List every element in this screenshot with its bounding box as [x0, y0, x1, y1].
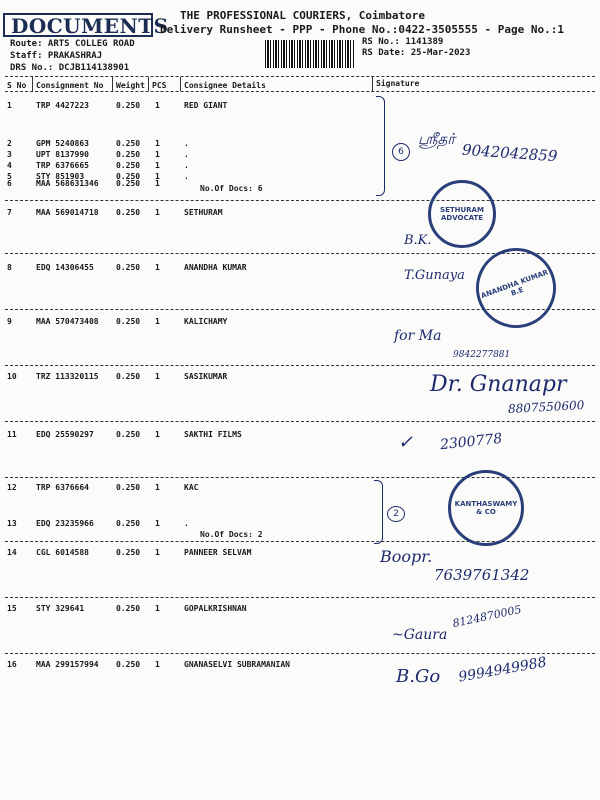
row-weight: 0.250 [116, 430, 141, 439]
row-consignment-no: MAA 299157994 [36, 660, 99, 669]
circled-count: 6 [392, 143, 410, 161]
row-sno: 3 [7, 150, 12, 159]
row-weight: 0.250 [116, 519, 141, 528]
col-signature: Signature [376, 79, 420, 88]
row-weight: 0.250 [116, 101, 141, 110]
row-consignee: SETHURAM [184, 208, 223, 217]
row-consignment-no: CGL 6014588 [36, 548, 89, 557]
row-consignee: KALICHAMY [184, 317, 228, 326]
row-sno: 15 [7, 604, 17, 613]
row-sno: 16 [7, 660, 17, 669]
handwritten-brace [376, 96, 385, 196]
advocate-seal: SETHURAM ADVOCATE [428, 180, 496, 248]
row-consignment-no: TRP 4427223 [36, 101, 89, 110]
row-consignee: KAC [184, 483, 199, 492]
row-consignment-no: EDQ 23235966 [36, 519, 94, 528]
signature-mark: ~Gaura [392, 627, 448, 643]
row-sno: 7 [7, 208, 12, 217]
signature-mark: B.Go [396, 666, 441, 687]
row-consignee: . [184, 139, 189, 148]
signature-mark: Boopr. [380, 547, 433, 566]
signature-mark: ஸ்ரீதர் [418, 130, 456, 148]
row-weight: 0.250 [116, 161, 141, 170]
row-weight: 0.250 [116, 139, 141, 148]
handwritten-phone: 7639761342 [434, 566, 530, 584]
row-sno: 5 [7, 172, 12, 181]
row-weight: 0.250 [116, 483, 141, 492]
row-consignee: PANNEER SELVAM [184, 548, 252, 557]
row-weight: 0.250 [116, 548, 141, 557]
row-pcs: 1 [155, 317, 160, 326]
signature-mark: B.K. [404, 233, 432, 248]
runsheet-title: Delivery Runsheet - PPP - Phone No.:0422-3505555 - Page No.:1 [160, 23, 564, 36]
row-pcs: 1 [155, 519, 160, 528]
drs-number: DRS No.: DCJB114138901 [10, 63, 130, 73]
row-pcs: 1 [155, 604, 160, 613]
row-sno: 2 [7, 139, 12, 148]
row-consignment-no: TRP 6376664 [36, 483, 89, 492]
row-sno: 11 [7, 430, 17, 439]
row-consignee: No.Of Docs: 2 [200, 530, 263, 539]
row-consignee: ANANDHA KUMAR [184, 263, 247, 272]
row-sno: 13 [7, 519, 17, 528]
row-consignment-no: EDQ 14306455 [36, 263, 94, 272]
row-pcs: 1 [155, 430, 160, 439]
row-weight: 0.250 [116, 172, 141, 181]
row-sno: 6 [7, 179, 12, 188]
row-consignee: GNANASELVI SUBRAMANIAN [184, 660, 290, 669]
row-pcs: 1 [155, 372, 160, 381]
row-consignment-no: TRP 6376665 [36, 161, 89, 170]
row-consignee: No.Of Docs: 6 [200, 184, 263, 193]
row-pcs: 1 [155, 150, 160, 159]
row-weight: 0.250 [116, 150, 141, 159]
company-seal: KANTHASWAMY & CO [448, 470, 524, 546]
row-consignee: RED GIANT [184, 101, 228, 110]
row-pcs: 1 [155, 172, 160, 181]
col-consignee: Consignee Details [184, 81, 266, 90]
row-consignment-no: GPM 5240863 [36, 139, 89, 148]
row-pcs: 1 [155, 208, 160, 217]
row-consignee: SASIKUMAR [184, 372, 228, 381]
handwritten-phone: 9042042859 [461, 140, 558, 166]
row-weight: 0.250 [116, 208, 141, 217]
row-consignee: . [184, 172, 189, 181]
row-pcs: 1 [155, 548, 160, 557]
staff-label: Staff: PRAKASHRAJ [10, 51, 103, 61]
row-pcs: 1 [155, 161, 160, 170]
row-sno: 14 [7, 548, 17, 557]
company-seal: ANANDHA KUMAR B.E [465, 237, 568, 340]
row-pcs: 1 [155, 263, 160, 272]
signature-mark: for Ma [394, 328, 442, 344]
row-consignment-no: TRZ 113320115 [36, 372, 99, 381]
row-consignee: SAKTHI FILMS [184, 430, 242, 439]
rs-date: RS Date: 25-Mar-2023 [362, 48, 471, 58]
row-weight: 0.250 [116, 263, 141, 272]
handwritten-phone: 8807550600 [507, 398, 585, 416]
col-sno: S No [7, 81, 27, 90]
row-sno: 12 [7, 483, 17, 492]
row-consignment-no: EDQ 25590297 [36, 430, 94, 439]
row-sno: 8 [7, 263, 12, 272]
row-weight: 0.250 [116, 660, 141, 669]
row-consignment-no: STY 851903 [36, 172, 85, 181]
handwritten-number: 2300778 [439, 430, 504, 454]
handwritten-phone: 8124870005 [451, 602, 523, 631]
col-pcs: PCS [152, 81, 167, 90]
row-consignee: . [184, 161, 189, 170]
col-weight: Weight [116, 81, 145, 90]
row-consignee: . [184, 519, 189, 528]
handwritten-phone: 9842277881 [453, 350, 511, 360]
row-consignment-no: MAA 569014718 [36, 208, 99, 217]
row-weight: 0.250 [116, 604, 141, 613]
row-pcs: 1 [155, 179, 160, 188]
row-weight: 0.250 [116, 179, 141, 188]
row-consignment-no: MAA 568631346 [36, 179, 99, 188]
signature-mark: ✓ [398, 432, 414, 453]
row-sno: 9 [7, 317, 12, 326]
barcode [265, 40, 355, 68]
header-bottom-rule [5, 91, 595, 92]
company-title: THE PROFESSIONAL COURIERS, Coimbatore [180, 9, 426, 22]
route-label: Route: ARTS COLLEG ROAD [10, 39, 135, 49]
documents-stamp: DOCUMENTS [3, 13, 153, 37]
circled-count: 2 [387, 506, 405, 522]
row-consignee: GOPALKRISHNAN [184, 604, 247, 613]
row-weight: 0.250 [116, 372, 141, 381]
row-pcs: 1 [155, 483, 160, 492]
col-consignment: Consignment No [36, 81, 104, 90]
row-consignment-no: STY 329641 [36, 604, 85, 613]
handwritten-phone: 9994949988 [457, 654, 548, 686]
signature-mark: Dr. Gnanapr [430, 372, 567, 397]
rs-number: RS No.: 1141389 [362, 37, 444, 47]
row-consignee: . [184, 150, 189, 159]
row-pcs: 1 [155, 660, 160, 669]
handwritten-brace [374, 480, 383, 544]
row-consignment-no: UPT 8137990 [36, 150, 89, 159]
table-top-rule [5, 76, 595, 77]
row-consignment-no: MAA 570473408 [36, 317, 99, 326]
row-weight: 0.250 [116, 317, 141, 326]
row-pcs: 1 [155, 101, 160, 110]
handwritten-signature: T.Gunaya [404, 268, 465, 283]
row-sno: 10 [7, 372, 17, 381]
row-sno: 1 [7, 101, 12, 110]
row-pcs: 1 [155, 139, 160, 148]
row-sno: 4 [7, 161, 12, 170]
